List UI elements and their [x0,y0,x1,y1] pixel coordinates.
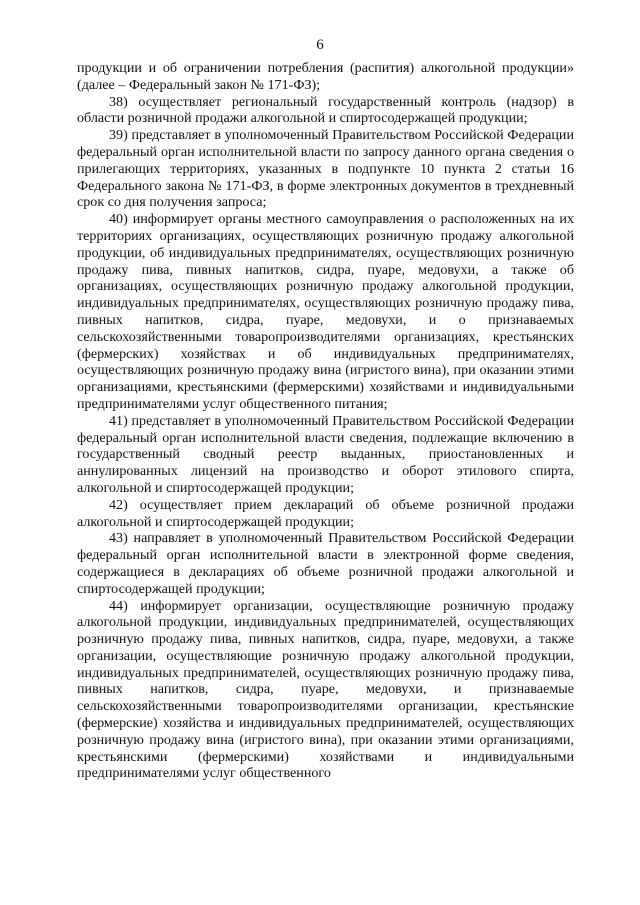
paragraph-item-41: 41) представляет в уполномоченный Правительством Российской Федерации федеральный орган исполнительной власти сведения, подлежащие включению в государственный сводный реестр выданных, приостановленных и аннулированных лицензий на производство и оборот этилового спирта, алкогольной и спиртосодержащей продукции; [77,412,574,496]
paragraph-item-42: 42) осуществляет прием деклараций об объеме розничной продажи алкогольной и спиртосодержащей продукции; [77,496,574,530]
paragraph-item-38: 38) осуществляет региональный государственный контроль (надзор) в области розничной продажи алкогольной и спиртосодержащей продукции; [77,93,574,127]
paragraph-item-39: 39) представляет в уполномоченный Правительством Российской Федерации федеральный орган исполнительной власти по запросу данного органа сведения о прилегающих территориях, указанных в подпункте 10 пункта 2 статьи 16 Федерального закона № 171-ФЗ, в форме электронных документов в трехдневный срок со дня получения запроса; [77,127,574,211]
page-number: 6 [316,37,324,53]
paragraph-item-44: 44) информирует организации, осуществляющие розничную продажу алкогольной продукции, индивидуальных предпринимателей, осуществляющих розничную продажу пива, пивных напитков, сидра, пуаре, медовухи, а также организации, осуществляющие розничную продажу алкогольной продукции, индивидуальных предпринимателей, осуществляющих розничную продажу пива, пивных напитков, сидра, пуаре, медовухи, и признаваемые сельскохозяйственными товаропроизводителями организации, крестьянские (фермерские) хозяйства и индивидуальных предпринимателей, осуществляющих розничную продажу вина (игристого вина), при оказании этими организациями, крестьянскими (фермерскими) хозяйствами и индивидуальными предпринимателями услуг общественного [77,597,574,782]
document-body [77,60,574,782]
paragraph-continuation: продукции и об ограничении потребления (распития) алкогольной продукции» (далее – Федеральный закон № 171-ФЗ); [77,60,574,93]
paragraph-item-40: 40) информирует органы местного самоуправления о расположенных на их территориях организациях, осуществляющих розничную продажу алкогольной продукции, об индивидуальных предпринимателях, осуществляющих розничную продажу пива, пивных напитков, сидра, пуаре, медовухи, а также об организациях, осуществляющих розничную продажу алкогольной продукции, индивидуальных предпринимателях, осуществляющих розничную продажу пива, пивных напитков, сидра, пуаре, медовухи, и о признаваемых сельскохозяйственными товаропроизводителями организациях, крестьянских (фермерских) хозяйствах и об индивидуальных предпринимателях, осуществляющих розничную продажу вина (игристого вина), при оказании этими организациями, крестьянскими (фермерскими) хозяйствами и индивидуальными предпринимателями услуг общественного питания; [77,211,574,412]
paragraph-item-43: 43) направляет в уполномоченный Правительством Российской Федерации федеральный орган исполнительной власти в электронной форме сведения, содержащиеся в декларациях об объеме розничной продажи алкогольной и спиртосодержащей продукции; [77,530,574,597]
